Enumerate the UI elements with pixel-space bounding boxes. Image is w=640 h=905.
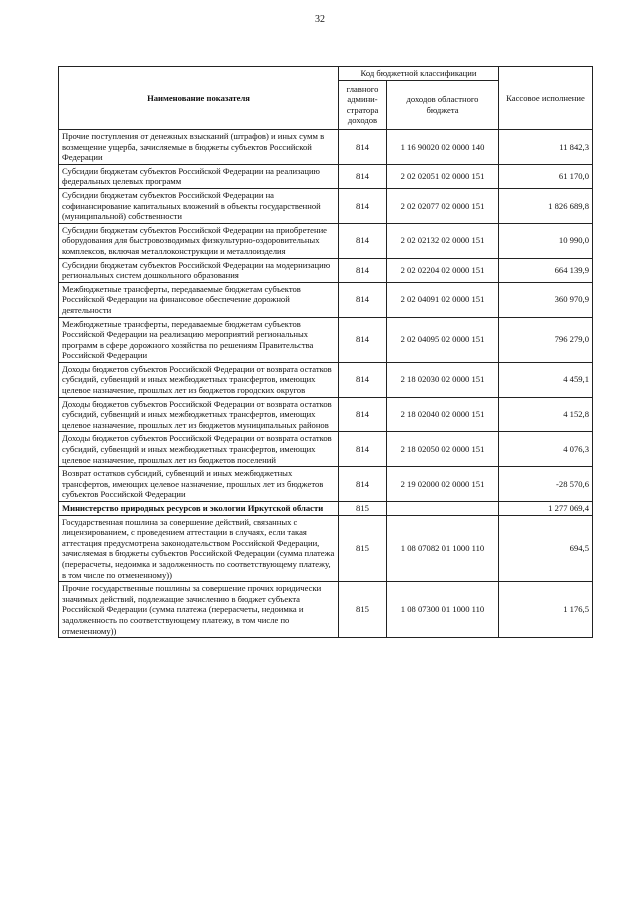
row-name: Прочие государственные пошлины за совершение прочих юридически значимых действий, подлежащие зачислению в бюджет субъекта Российской Федерации (сумма платежа (перерасчеты, недоимка и задолженность по соответствующему платежу, в том числе по отмененному)) — [59, 582, 339, 638]
table-row — [59, 432, 593, 467]
row-amount: 664 139,9 — [499, 258, 593, 282]
ministry-row — [59, 502, 593, 516]
row-admin-code: 814 — [339, 164, 387, 188]
row-admin-code: 815 — [339, 502, 387, 516]
row-name: Субсидии бюджетам субъектов Российской Федерации на модернизацию региональных систем дошкольного образования — [59, 258, 339, 282]
table-row — [59, 130, 593, 165]
table-row — [59, 397, 593, 432]
row-income-code: 2 18 02040 02 0000 151 — [387, 397, 499, 432]
row-admin-code: 814 — [339, 223, 387, 258]
row-amount: 4 152,8 — [499, 397, 593, 432]
row-income-code: 2 02 04095 02 0000 151 — [387, 317, 499, 362]
table-row — [59, 515, 593, 582]
row-admin-code: 814 — [339, 282, 387, 317]
row-name: Межбюджетные трансферты, передаваемые бюджетам субъектов Российской Федерации на реализацию мероприятий региональных программ в сфере дорожного хозяйства по решениям Правительства Российской Федерации — [59, 317, 339, 362]
row-admin-code: 814 — [339, 432, 387, 467]
row-income-code: 2 02 02204 02 0000 151 — [387, 258, 499, 282]
page-number: 32 — [315, 14, 325, 25]
row-amount: 1 277 069,4 — [499, 502, 593, 516]
row-amount: 796 279,0 — [499, 317, 593, 362]
row-amount: 10 990,0 — [499, 223, 593, 258]
header-code-group: Код бюджетной классификации — [339, 67, 499, 81]
row-name: Государственная пошлина за совершение действий, связанных с лицензированием, с проведением аттестации в случаях, если такая аттестация предусмотрена законодательством Российской Федерации, зачисляемая в бюджеты субъектов Российской Федерации (сумма платежа (перерасчеты, недоимка и задолженность по соответствующему платежу, в том числе по отмененному)) — [59, 515, 339, 582]
row-admin-code: 814 — [339, 467, 387, 502]
table-row — [59, 317, 593, 362]
row-name: Прочие поступления от денежных взысканий (штрафов) и иных сумм в возмещение ущерба, зачисляемые в бюджеты субъектов Российской Федерации — [59, 130, 339, 165]
header-income-code: доходов областного бюджета — [387, 80, 499, 129]
row-admin-code: 815 — [339, 582, 387, 638]
table-row — [59, 258, 593, 282]
row-income-code: 2 02 02132 02 0000 151 — [387, 223, 499, 258]
row-name: Доходы бюджетов субъектов Российской Федерации от возврата остатков субсидий, субвенций и иных межбюджетных трансфертов, имеющих целевое назначение, прошлых лет из бюджетов муниципальных районов — [59, 397, 339, 432]
table-row — [59, 282, 593, 317]
row-name: Субсидии бюджетам субъектов Российской Федерации на приобретение оборудования для быстровозводимых физкультурно-оздоровительных комплексов, включая металлоконструкции и металлоизделия — [59, 223, 339, 258]
row-name: Субсидии бюджетам субъектов Российской Федерации на софинансирование капитальных вложений в объекты государственной (муниципальной) собственности — [59, 188, 339, 223]
row-amount: 1 176,5 — [499, 582, 593, 638]
row-income-code: 2 02 04091 02 0000 151 — [387, 282, 499, 317]
row-income-code: 1 08 07082 01 1000 110 — [387, 515, 499, 582]
header-admin: главного админи-стратора доходов — [339, 80, 387, 129]
table-row — [59, 164, 593, 188]
row-income-code: 1 08 07300 01 1000 110 — [387, 582, 499, 638]
header-name: Наименование показателя — [59, 67, 339, 130]
budget-table — [58, 66, 593, 638]
row-income-code: 2 18 02030 02 0000 151 — [387, 362, 499, 397]
row-admin-code: 815 — [339, 515, 387, 582]
row-admin-code: 814 — [339, 397, 387, 432]
header-execution: Кассовое исполнение — [499, 67, 593, 130]
row-admin-code: 814 — [339, 188, 387, 223]
row-income-code: 2 02 02051 02 0000 151 — [387, 164, 499, 188]
table-row — [59, 467, 593, 502]
row-amount: 360 970,9 — [499, 282, 593, 317]
row-name: Межбюджетные трансферты, передаваемые бюджетам субъектов Российской Федерации на финансовое обеспечение дорожной деятельности — [59, 282, 339, 317]
row-admin-code: 814 — [339, 317, 387, 362]
row-admin-code: 814 — [339, 130, 387, 165]
row-amount: 61 170,0 — [499, 164, 593, 188]
table-row — [59, 362, 593, 397]
row-income-code: 1 16 90020 02 0000 140 — [387, 130, 499, 165]
row-name: Министерство природных ресурсов и экологии Иркутской области — [59, 502, 339, 516]
row-income-code: 2 02 02077 02 0000 151 — [387, 188, 499, 223]
table-row — [59, 188, 593, 223]
row-amount: -28 570,6 — [499, 467, 593, 502]
table-row — [59, 582, 593, 638]
row-amount: 11 842,3 — [499, 130, 593, 165]
row-income-code — [387, 502, 499, 516]
row-name: Доходы бюджетов субъектов Российской Федерации от возврата остатков субсидий, субвенций и иных межбюджетных трансфертов, имеющих целевое назначение, прошлых лет из бюджетов городских округов — [59, 362, 339, 397]
row-name: Доходы бюджетов субъектов Российской Федерации от возврата остатков субсидий, субвенций и иных межбюджетных трансфертов, имеющих целевое назначение, прошлых лет из бюджетов поселений — [59, 432, 339, 467]
row-admin-code: 814 — [339, 362, 387, 397]
row-admin-code: 814 — [339, 258, 387, 282]
row-name: Возврат остатков субсидий, субвенций и иных межбюджетных трансфертов, имеющих целевое назначение, прошлых лет из бюджетов субъектов Российской Федерации — [59, 467, 339, 502]
row-amount: 694,5 — [499, 515, 593, 582]
row-amount: 4 076,3 — [499, 432, 593, 467]
row-income-code: 2 18 02050 02 0000 151 — [387, 432, 499, 467]
row-amount: 1 826 689,8 — [499, 188, 593, 223]
row-name: Субсидии бюджетам субъектов Российской Федерации на реализацию федеральных целевых программ — [59, 164, 339, 188]
row-amount: 4 459,1 — [499, 362, 593, 397]
table-row — [59, 223, 593, 258]
table-body — [59, 130, 593, 638]
row-income-code: 2 19 02000 02 0000 151 — [387, 467, 499, 502]
